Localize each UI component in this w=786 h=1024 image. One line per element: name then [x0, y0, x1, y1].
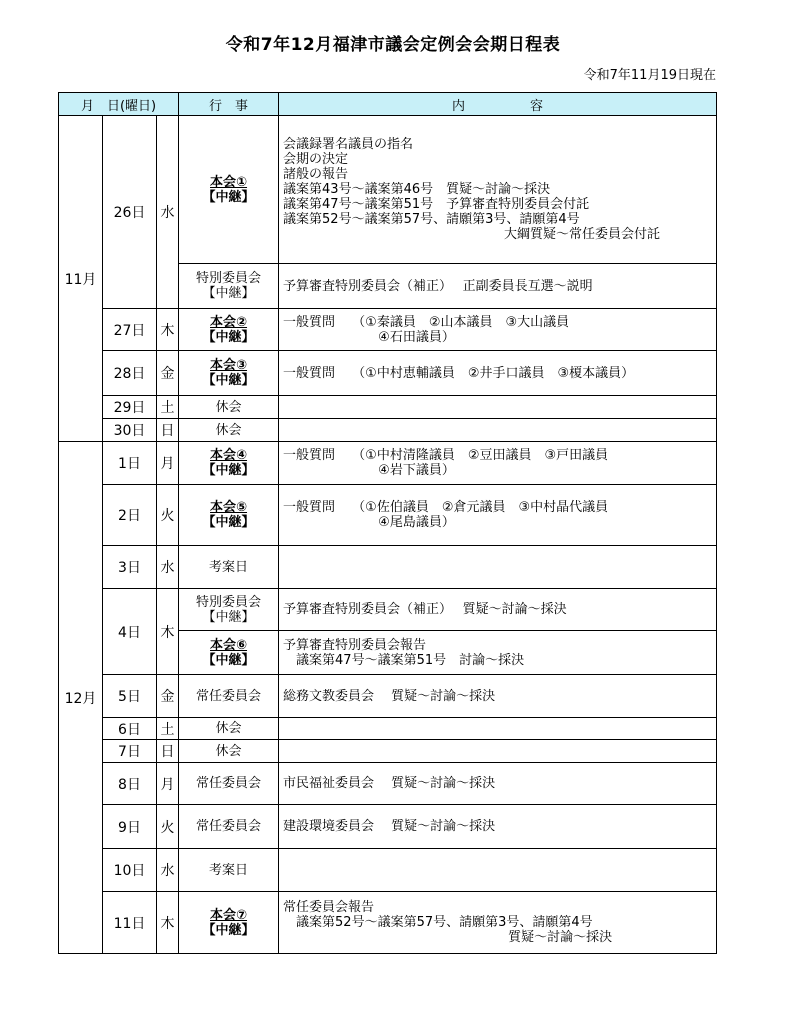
event-cell — [179, 419, 279, 442]
content-line: 総務文教委員会 質疑～討論～採決 — [283, 688, 496, 704]
table-row — [59, 805, 717, 849]
event-name: 休会 — [215, 422, 242, 438]
event-name: 特別委員会 — [196, 594, 262, 610]
content-line: 大綱質疑～常任委員会付託 — [283, 227, 661, 242]
content-line: 議案第47号～議案第51号 討論～採決 — [283, 652, 525, 668]
content-cell — [279, 718, 717, 740]
table-row — [59, 419, 717, 442]
event-cell — [179, 264, 279, 309]
day-cell: 27日 — [103, 309, 157, 351]
content-line: 予算審査特別委員会（補正） 正副委員長互選～説明 — [283, 278, 593, 294]
plenary-label: 本会② — [210, 314, 248, 330]
day-cell: 29日 — [103, 396, 157, 419]
table-row — [59, 740, 717, 763]
broadcast-label: 【中継】 — [202, 922, 255, 938]
event-cell — [179, 546, 279, 589]
content-line: 議案第43号～議案第46号 質疑～討論～採決 — [283, 182, 551, 197]
day-cell: 28日 — [103, 351, 157, 396]
event-cell — [179, 309, 279, 351]
event-name: 特別委員会 — [196, 271, 262, 286]
event-name: 常任委員会 — [196, 688, 262, 704]
broadcast-label: 【中継】 — [202, 286, 255, 301]
event-name: 常任委員会 — [196, 776, 262, 791]
dow-cell: 月 — [157, 763, 179, 805]
broadcast-label: 【中継】 — [202, 463, 255, 478]
day-cell: 9日 — [103, 805, 157, 849]
event-cell — [179, 718, 279, 740]
event-name: 考案日 — [209, 862, 249, 878]
content-cell — [279, 351, 717, 396]
table-row — [59, 442, 717, 485]
content-line: ④尾島議員） — [283, 515, 455, 530]
content-cell — [279, 675, 717, 718]
dow-cell: 水 — [157, 849, 179, 892]
content-cell — [279, 763, 717, 805]
header-date: 月 日(曜日) — [59, 93, 179, 116]
content-cell — [279, 442, 717, 485]
content-cell — [279, 396, 717, 419]
event-cell — [179, 849, 279, 892]
schedule-table — [58, 92, 717, 954]
dow-cell: 木 — [157, 589, 179, 675]
plenary-label: 本会⑥ — [210, 637, 248, 653]
event-name: 考案日 — [209, 559, 249, 575]
dow-cell: 火 — [157, 805, 179, 849]
event-cell — [179, 589, 279, 631]
month-label: 12月 — [59, 442, 103, 954]
content-line: 会議録署名議員の指名 — [283, 137, 414, 152]
day-cell: 10日 — [103, 849, 157, 892]
content-cell — [279, 740, 717, 763]
content-line: 議案第47号～議案第51号 予算審査特別委員会付託 — [283, 197, 590, 212]
content-line: 一般質問 （①佐伯議員 ②倉元議員 ③中村晶代議員 — [283, 500, 609, 515]
day-cell: 4日 — [103, 589, 157, 675]
event-name: 常任委員会 — [196, 819, 262, 834]
event-cell — [179, 442, 279, 485]
table-row — [59, 675, 717, 718]
page-title: 令和7年12月福津市議会定例会会期日程表 — [225, 35, 561, 55]
day-cell: 26日 — [103, 116, 157, 309]
day-cell: 1日 — [103, 442, 157, 485]
content-line: 常任委員会報告 — [283, 900, 375, 915]
content-line: 建設環境委員会 質疑～討論～採決 — [283, 819, 496, 834]
event-cell — [179, 675, 279, 718]
dow-cell: 金 — [157, 675, 179, 718]
content-line: 会期の決定 — [283, 152, 349, 167]
table-header-row — [59, 93, 717, 116]
plenary-label: 本会① — [210, 174, 248, 190]
content-cell — [279, 264, 717, 309]
dow-cell: 日 — [157, 740, 179, 763]
content-line: 一般質問 （①秦議員 ②山本議員 ③大山議員 — [283, 314, 570, 330]
content-line: 予算審査特別委員会（補正） 質疑～討論～採決 — [283, 602, 567, 617]
event-cell — [179, 351, 279, 396]
table-row — [59, 546, 717, 589]
content-line: ④石田議員） — [283, 329, 455, 345]
month-label: 11月 — [59, 116, 103, 442]
header-content: 内 容 — [279, 93, 717, 116]
content-cell — [279, 419, 717, 442]
day-cell: 8日 — [103, 763, 157, 805]
event-cell — [179, 396, 279, 419]
content-line: 議案第52号～議案第57号、請願第3号、請願第4号 — [283, 212, 580, 227]
table-row — [59, 763, 717, 805]
plenary-label: 本会④ — [210, 448, 248, 463]
day-cell: 7日 — [103, 740, 157, 763]
event-cell — [179, 740, 279, 763]
content-line: 一般質問 （①中村恵輔議員 ②井手口議員 ③榎本議員） — [283, 365, 635, 381]
event-cell — [179, 805, 279, 849]
table-row — [59, 892, 717, 954]
table-row — [59, 351, 717, 396]
event-cell — [179, 892, 279, 954]
broadcast-label: 【中継】 — [202, 189, 255, 205]
table-row — [59, 309, 717, 351]
plenary-label: 本会③ — [210, 358, 248, 373]
dow-cell: 水 — [157, 546, 179, 589]
content-cell — [279, 849, 717, 892]
day-cell: 6日 — [103, 718, 157, 740]
content-line: 予算審査特別委員会報告 — [283, 637, 427, 653]
table-row — [59, 718, 717, 740]
table-row — [59, 589, 717, 631]
content-cell — [279, 631, 717, 675]
event-name: 休会 — [215, 721, 242, 736]
event-cell — [179, 631, 279, 675]
table-row — [59, 116, 717, 264]
event-cell — [179, 485, 279, 546]
content-cell — [279, 309, 717, 351]
dow-cell: 土 — [157, 396, 179, 419]
plenary-label: 本会⑤ — [210, 500, 248, 515]
content-cell — [279, 546, 717, 589]
table-row — [59, 396, 717, 419]
dow-cell: 火 — [157, 485, 179, 546]
plenary-label: 本会⑦ — [210, 907, 248, 923]
broadcast-label: 【中継】 — [202, 515, 255, 530]
content-line: 質疑～討論～採決 — [283, 930, 613, 945]
content-line: 市民福祉委員会 質疑～討論～採決 — [283, 776, 496, 791]
content-line: 議案第52号～議案第57号、請願第3号、請願第4号 — [283, 915, 593, 930]
day-cell: 30日 — [103, 419, 157, 442]
event-cell — [179, 116, 279, 264]
dow-cell: 水 — [157, 116, 179, 309]
day-cell: 2日 — [103, 485, 157, 546]
broadcast-label: 【中継】 — [202, 609, 255, 625]
content-line: ④岩下議員） — [283, 463, 455, 478]
content-cell — [279, 589, 717, 631]
dow-cell: 土 — [157, 718, 179, 740]
day-cell: 5日 — [103, 675, 157, 718]
event-cell — [179, 763, 279, 805]
table-row — [59, 849, 717, 892]
content-cell — [279, 805, 717, 849]
content-line: 一般質問 （①中村清隆議員 ②豆田議員 ③戸田議員 — [283, 448, 609, 463]
event-name: 休会 — [215, 743, 242, 759]
header-event: 行 事 — [179, 93, 279, 116]
content-cell — [279, 116, 717, 264]
table-row — [59, 485, 717, 546]
dow-cell: 金 — [157, 351, 179, 396]
content-cell — [279, 892, 717, 954]
dow-cell: 木 — [157, 892, 179, 954]
day-cell: 11日 — [103, 892, 157, 954]
broadcast-label: 【中継】 — [202, 373, 255, 388]
content-line: 諸般の報告 — [283, 167, 349, 182]
dow-cell: 日 — [157, 419, 179, 442]
broadcast-label: 【中継】 — [202, 652, 255, 668]
dow-cell: 月 — [157, 442, 179, 485]
day-cell: 3日 — [103, 546, 157, 589]
as-of-date: 令和7年11月19日現在 — [583, 68, 716, 83]
event-name: 休会 — [215, 399, 242, 415]
broadcast-label: 【中継】 — [202, 329, 255, 345]
content-cell — [279, 485, 717, 546]
dow-cell: 木 — [157, 309, 179, 351]
